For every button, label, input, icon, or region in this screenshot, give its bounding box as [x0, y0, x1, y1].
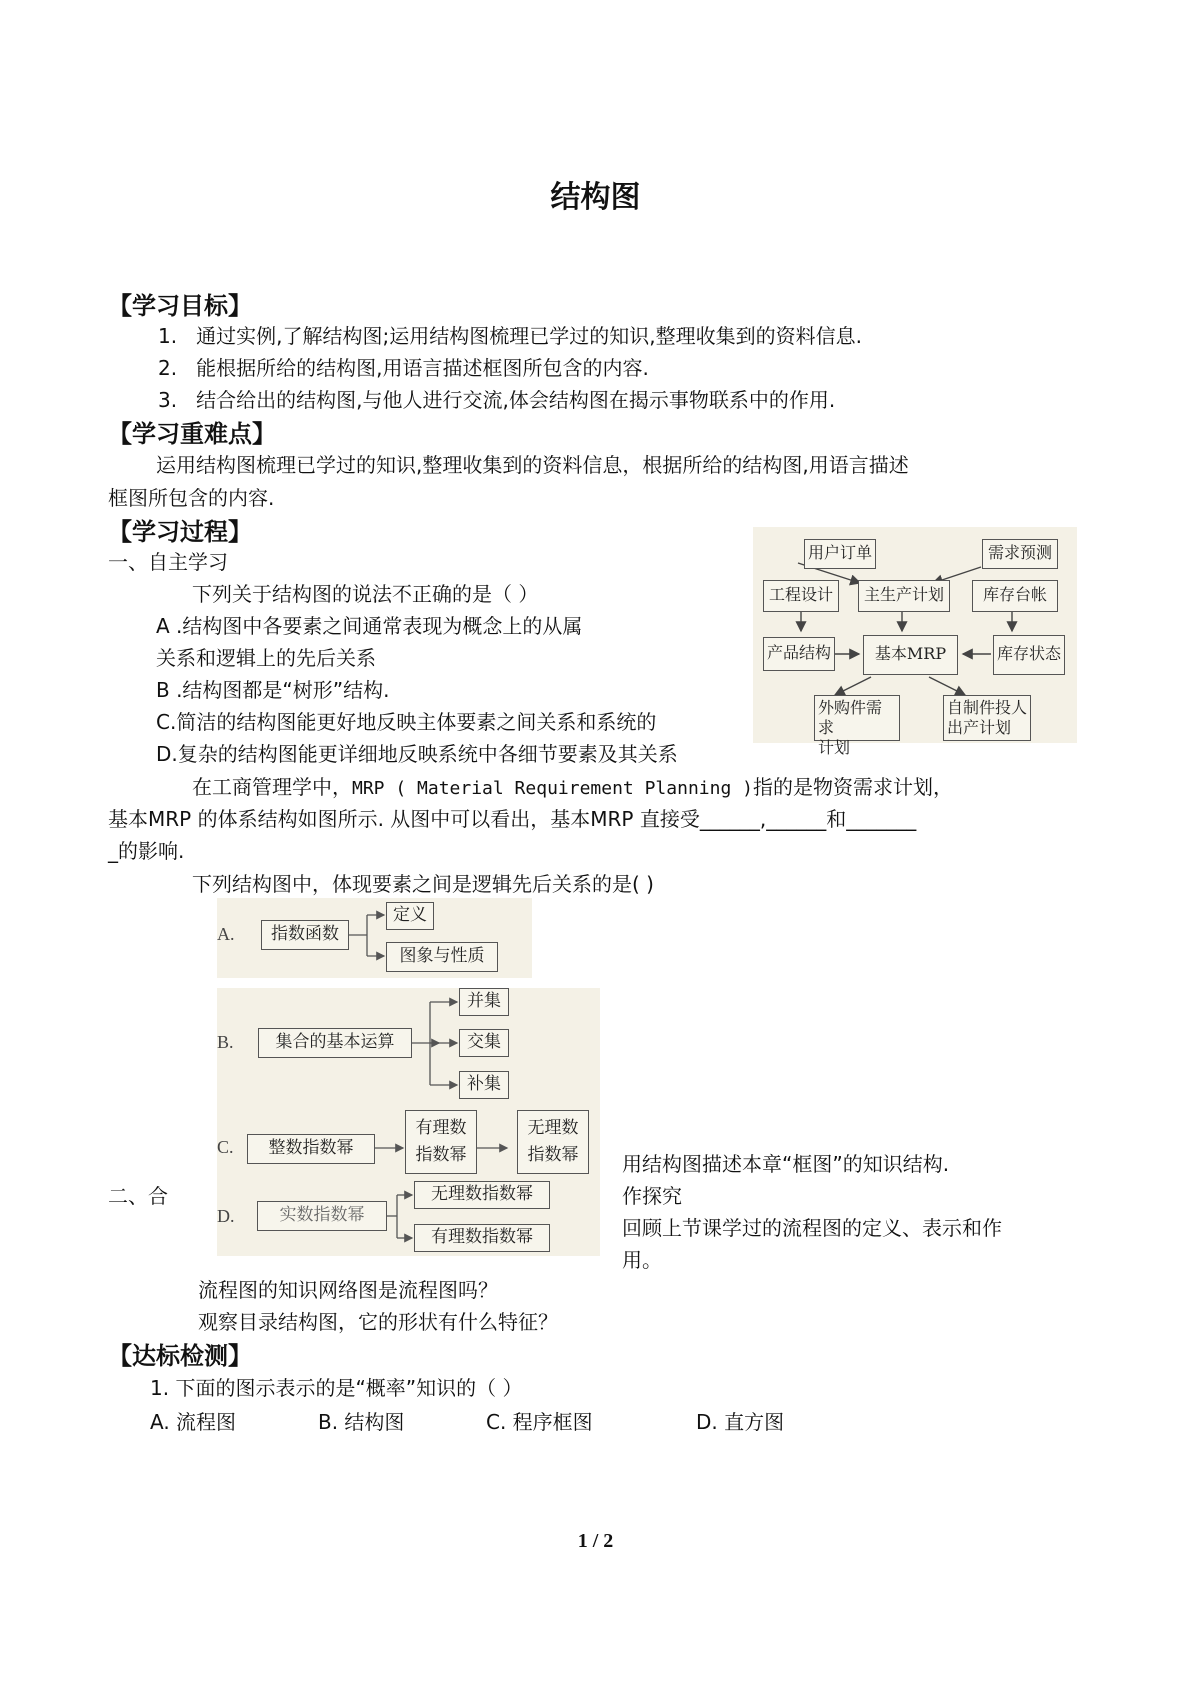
- option-c-node: [517, 1110, 589, 1174]
- section-2-right-line-3: 回顾上节课学过的流程图的定义、表示和作: [622, 1216, 1002, 1240]
- objective-text: 结合给出的结构图,与他人进行交流,体会结构图在揭示事物联系中的作用.: [196, 388, 836, 412]
- mrp-diagram: [753, 527, 1077, 757]
- assessment-q1-option-b: B. 结构图: [318, 1410, 405, 1434]
- section-2-right-line-1: 用结构图描述本章“框图”的知识结构.: [622, 1152, 950, 1176]
- node-demand-forecast: 需求预测: [982, 539, 1058, 569]
- option-d-label: D.: [217, 1206, 235, 1226]
- page-number: 1 / 2: [577, 1530, 614, 1552]
- node-line: 出产计划: [947, 718, 1012, 737]
- objective-2: [158, 352, 649, 381]
- option-a-diagram: [217, 898, 532, 978]
- q1-option-a-line1: A .结构图中各要素之间通常表现为概念上的从属: [156, 614, 583, 638]
- objective-1: [158, 320, 862, 349]
- assessment-q1-option-c: C. 程序框图: [486, 1410, 593, 1434]
- q2-line-2: 基本MRP 的体系结构如图所示. 从图中可以看出，基本MRP 直接受______,______和_______: [108, 807, 917, 831]
- node-line: 无理数: [527, 1118, 579, 1138]
- node-line: 指数幂: [415, 1145, 467, 1165]
- node-user-order: 用户订单: [804, 539, 876, 569]
- section-2-question-b: 观察目录结构图，它的形状有什么特征？: [198, 1310, 558, 1334]
- q1-option-c: C.简洁的结构图能更好地反映主体要素之间关系和系统的: [156, 710, 657, 734]
- key-points-heading: 【学习重难点】: [108, 420, 276, 448]
- node-inventory-ledger: 库存台帐: [972, 580, 1058, 612]
- node-line: 指数幂: [527, 1145, 579, 1165]
- node-purchase-plan: [814, 695, 900, 757]
- node-engineering-design: 工程设计: [763, 580, 839, 612]
- node-line: 自制件投人: [947, 698, 1028, 717]
- node-line: 有理数: [415, 1118, 467, 1138]
- objective-text: 能根据所给的结构图,用语言描述框图所包含的内容.: [196, 356, 649, 380]
- objectives-heading: 【学习目标】: [108, 292, 252, 320]
- node-product-structure: 产品结构: [763, 637, 835, 671]
- option-b-root: 集合的基本运算: [258, 1028, 412, 1058]
- q2-line-1: [192, 771, 953, 800]
- option-d-root: 实数指数幂: [257, 1201, 387, 1231]
- page-title: 结构图: [550, 180, 641, 215]
- process-heading: 【学习过程】: [108, 518, 252, 546]
- q2-text: 在工商管理学中，: [192, 775, 352, 799]
- key-points-line-1: 运用结构图梳理已学过的知识,整理收集到的资料信息，根据所给的结构图,用语言描述: [156, 453, 909, 477]
- assessment-q1-option-a: A. 流程图: [150, 1410, 237, 1434]
- section-2-right-line-4: 用。: [622, 1248, 662, 1272]
- objective-num: 2.: [158, 356, 178, 380]
- option-c-node: [405, 1110, 477, 1174]
- option-a-child: 图象与性质: [386, 942, 498, 972]
- assessment-q1-stem: 1. 下面的图示表示的是“概率”知识的（ ）: [150, 1376, 523, 1400]
- options-bcd-diagram: [217, 988, 600, 1256]
- q1-option-a-line2: 关系和逻辑上的先后关系: [156, 646, 376, 670]
- key-points-line-2: 框图所包含的内容.: [108, 486, 275, 510]
- option-d-child: 无理数指数幂: [414, 1181, 550, 1209]
- mrp-english-term: MRP ( Material Requirement Planning ): [352, 778, 753, 799]
- option-c-node: 整数指数幂: [247, 1134, 375, 1164]
- option-b-child: 并集: [459, 988, 509, 1016]
- option-a-root: 指数函数: [261, 920, 349, 950]
- node-master-schedule: 主生产计划: [858, 580, 950, 612]
- option-c-label: C.: [217, 1137, 234, 1157]
- option-b-child: 补集: [459, 1071, 509, 1099]
- objective-num: 1.: [158, 324, 178, 348]
- option-a-child: 定义: [386, 902, 434, 930]
- node-selfmade-plan: [943, 695, 1031, 741]
- option-d-child: 有理数指数幂: [414, 1224, 550, 1252]
- node-basic-mrp: 基本MRP: [863, 635, 958, 675]
- node-inventory-status: 库存状态: [993, 635, 1065, 675]
- option-b-child: 交集: [459, 1029, 509, 1057]
- section-1-title: 一、自主学习: [108, 550, 228, 574]
- assessment-q1-option-d: D. 直方图: [696, 1410, 785, 1434]
- node-line: 外购件需求: [818, 698, 883, 737]
- q1-option-b: B .结构图都是“树形”结构.: [156, 678, 390, 702]
- q2-line-3: _的影响.: [108, 839, 185, 863]
- section-2-question-a: 流程图的知识网络图是流程图吗？: [198, 1278, 498, 1302]
- section-2-right-line-2: 作探究: [622, 1184, 682, 1208]
- option-b-label: B.: [217, 1032, 234, 1052]
- objective-text: 通过实例,了解结构图;运用结构图梳理已学过的知识,整理收集到的资料信息.: [196, 324, 862, 348]
- option-a-label: A.: [217, 924, 235, 944]
- q2-text: 指的是物资需求计划，: [752, 775, 953, 799]
- objective-num: 3.: [158, 388, 178, 412]
- q3-stem: 下列结构图中，体现要素之间是逻辑先后关系的是( ): [192, 872, 654, 896]
- q1-stem: 下列关于结构图的说法不正确的是（ ）: [192, 582, 539, 606]
- section-2-title: 二、合: [108, 1184, 168, 1208]
- q1-option-d: D.复杂的结构图能更详细地反映系统中各细节要素及其关系: [156, 742, 678, 766]
- assessment-heading: 【达标检测】: [108, 1342, 252, 1370]
- node-line: 计划: [818, 738, 851, 757]
- objective-3: [158, 384, 835, 413]
